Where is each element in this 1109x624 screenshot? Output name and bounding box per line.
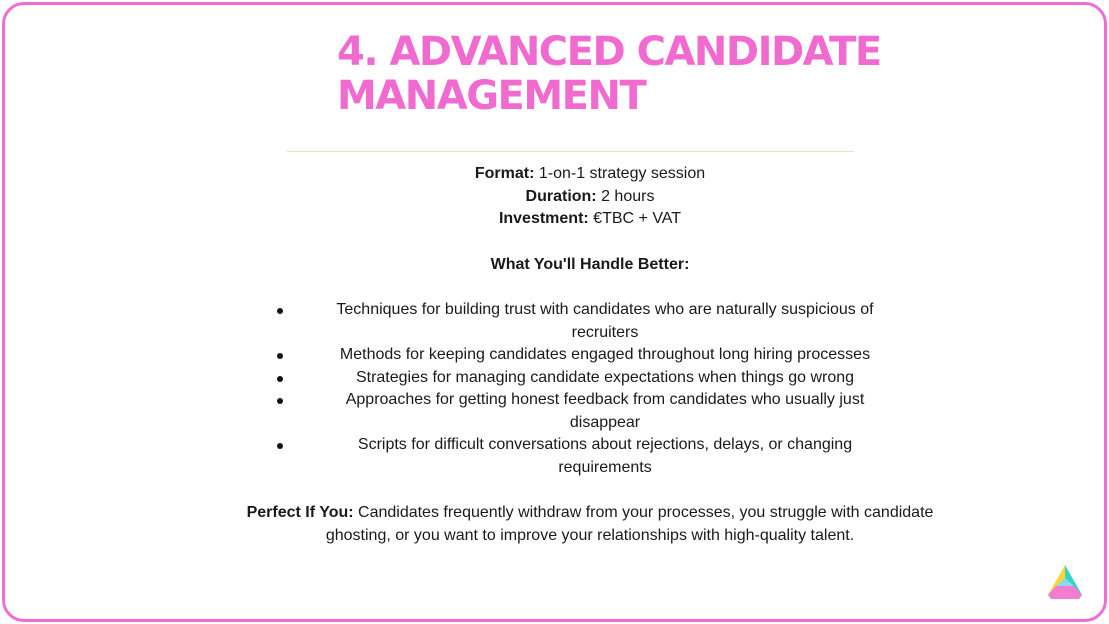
list-item-text: Methods for keeping candidates engaged throughout long hiring processes: [339, 346, 871, 363]
perfect-if-paragraph: [240, 502, 940, 547]
title-divider: [287, 151, 854, 152]
list-item: [290, 344, 900, 367]
list-item: [290, 367, 900, 390]
format-line: [240, 163, 940, 186]
bullet-icon: [277, 308, 283, 314]
duration-value: 2 hours: [596, 187, 655, 205]
perfect-if-text: Candidates frequently withdraw from your processes, you struggle with candidate ghosting, or you want to improve your relationships with high-quality talent.: [325, 504, 934, 544]
content-body: [240, 163, 940, 547]
bullet-icon: [277, 353, 283, 359]
format-label: Format:: [474, 165, 535, 182]
section-heading: What You'll Handle Better:: [490, 255, 690, 273]
benefits-list: [240, 299, 940, 479]
investment-line: [240, 208, 940, 231]
list-item: [290, 389, 900, 434]
investment-value: €TBC + VAT: [588, 210, 682, 227]
list-item-text: Approaches for getting honest feedback from candidates who usually just disappear: [345, 391, 865, 431]
page-title: [337, 30, 1037, 118]
bullet-icon: [277, 376, 283, 382]
perfect-if-label: Perfect If You:: [246, 504, 354, 521]
list-item-text: Scripts for difficult conversations about rejections, delays, or changing requirements: [357, 436, 853, 476]
format-value: 1-on-1 strategy session: [534, 165, 706, 182]
page-title-line-1: 4. ADVANCED CANDIDATE: [337, 29, 881, 75]
list-item: [290, 299, 900, 344]
duration-label: Duration:: [525, 187, 597, 205]
investment-label: Investment:: [498, 210, 589, 227]
bullet-icon: [277, 398, 283, 404]
list-item: [290, 434, 900, 479]
triangle-logo-icon: [1046, 564, 1084, 600]
list-item-text: Strategies for managing candidate expectations when things go wrong: [355, 368, 855, 386]
list-item-text: Techniques for building trust with candidates who are naturally suspicious of recruiters: [336, 301, 874, 341]
page-title-line-2: MANAGEMENT: [337, 73, 646, 119]
duration-line: [240, 186, 940, 209]
bullet-icon: [277, 443, 283, 449]
